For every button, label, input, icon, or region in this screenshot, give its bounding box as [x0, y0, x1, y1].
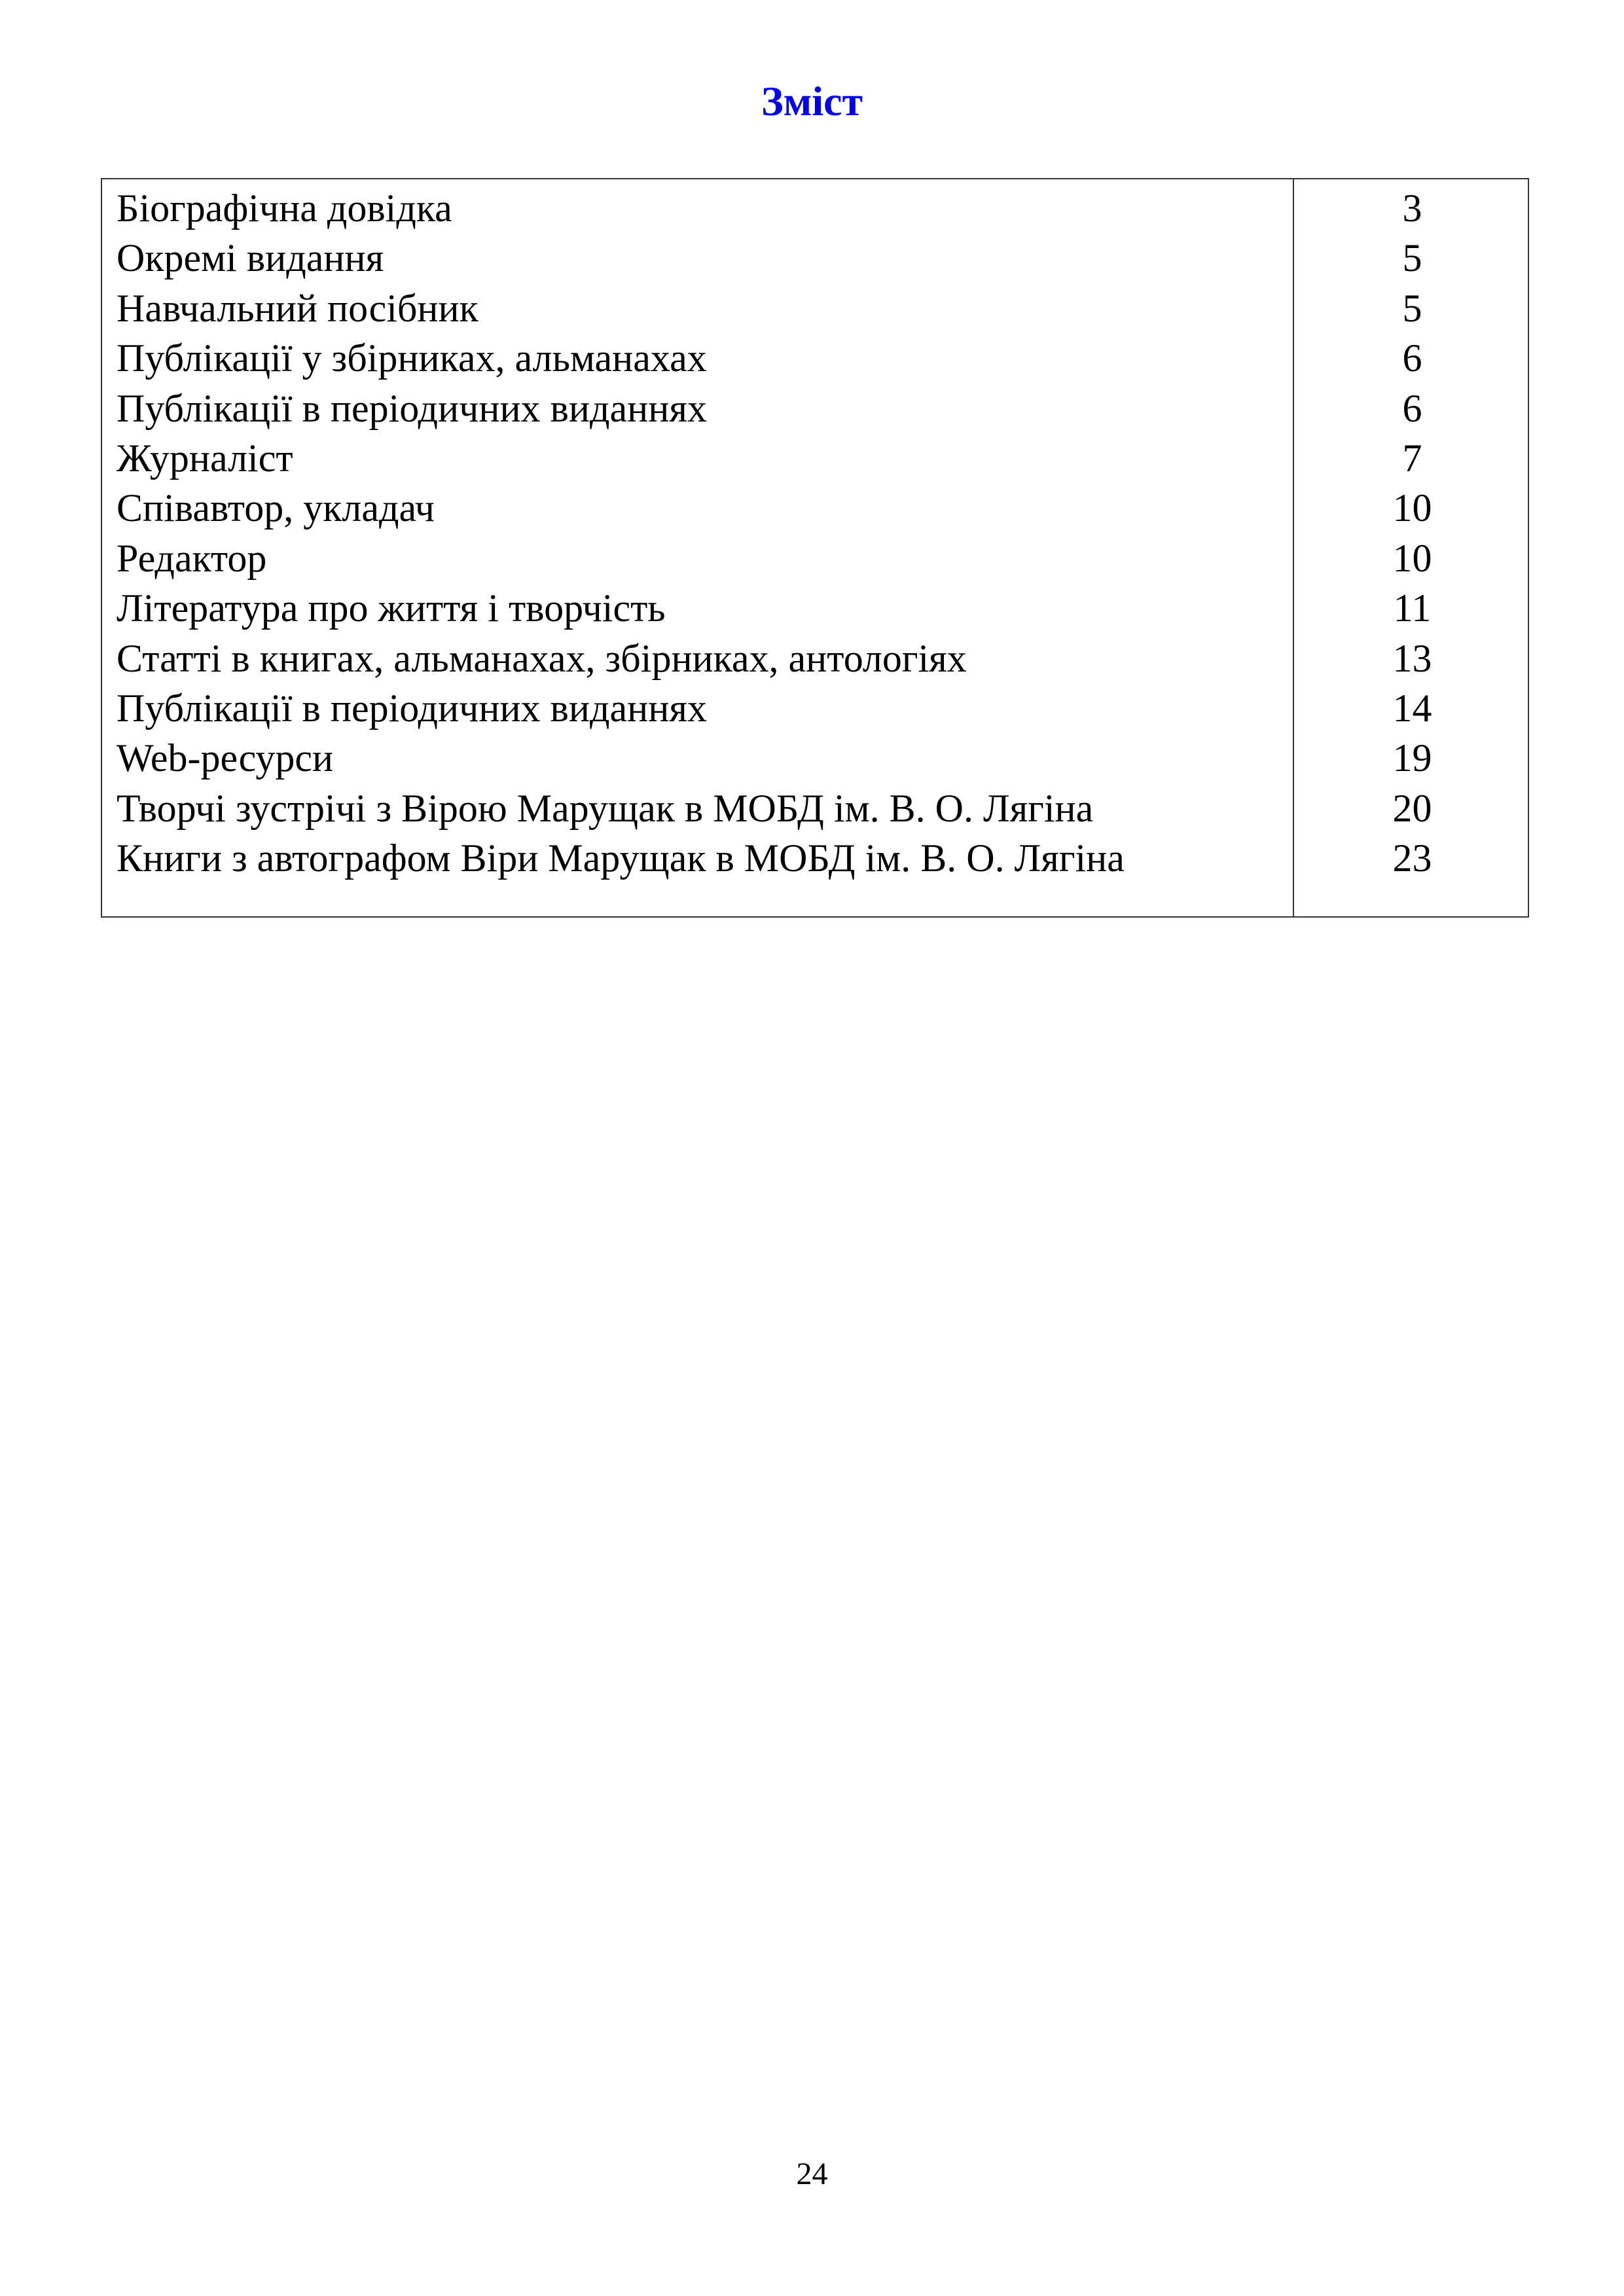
toc-entry-label: Книги з автографом Віри Марущак в МОБД ім. В. О. Лягіна [117, 836, 1125, 880]
toc-row [102, 733, 1528, 783]
toc-entry-page: 5 [1402, 286, 1422, 330]
toc-entry-page: 3 [1402, 187, 1422, 230]
toc-row [102, 483, 1528, 533]
toc-entry-page: 6 [1402, 336, 1422, 380]
toc-entry-page: 6 [1402, 386, 1422, 430]
page-number: 24 [796, 2157, 828, 2191]
toc-row [102, 634, 1528, 683]
toc-entry-label: Публікації в періодичних виданнях [117, 386, 707, 430]
toc-row [102, 333, 1528, 383]
toc-row [102, 433, 1528, 483]
toc-row [102, 183, 1528, 233]
toc-row [102, 833, 1528, 883]
toc-entry-label: Редактор [117, 536, 267, 580]
toc-row [102, 233, 1528, 283]
toc-entry-label: Біографічна довідка [117, 187, 452, 230]
toc-entry-page: 11 [1393, 586, 1432, 630]
toc-entry-page: 20 [1392, 786, 1432, 830]
toc-entry-page: 23 [1392, 836, 1432, 880]
toc-table [101, 178, 1529, 918]
toc-entry-page: 10 [1392, 536, 1432, 580]
toc-entry-label: Окремі видання [117, 236, 384, 280]
toc-entry-label: Література про життя і творчість [117, 586, 666, 630]
toc-entry-page: 10 [1392, 486, 1432, 530]
toc-entry-label: Журналіст [117, 436, 293, 480]
toc-row [102, 583, 1528, 633]
toc-entry-page: 7 [1402, 436, 1422, 480]
toc-entry-label: Публікації в періодичних виданнях [117, 686, 707, 730]
toc-entry-label: Статті в книгах, альманахах, збірниках, антологіях [117, 636, 967, 680]
toc-row [102, 783, 1528, 833]
toc-entry-label: Навчальний посібник [117, 286, 478, 330]
toc-row [102, 384, 1528, 433]
toc-entry-label: Творчі зустрічі з Вірою Марущак в МОБД ім. В. О. Лягіна [117, 786, 1094, 830]
toc-entry-label: Web-ресурси [117, 736, 334, 780]
toc-row [102, 533, 1528, 583]
toc-entry-page: 13 [1392, 636, 1432, 680]
toc-entry-label: Публікації у збірниках, альманахах [117, 336, 707, 380]
toc-entry-page: 14 [1392, 686, 1432, 730]
toc-entry-page: 19 [1392, 736, 1432, 780]
toc-entry-label: Співавтор, укладач [117, 486, 435, 530]
page-title: Зміст [761, 78, 863, 124]
toc-rows [102, 183, 1528, 883]
toc-row [102, 283, 1528, 333]
toc-row [102, 683, 1528, 733]
toc-entry-page: 5 [1402, 236, 1422, 280]
